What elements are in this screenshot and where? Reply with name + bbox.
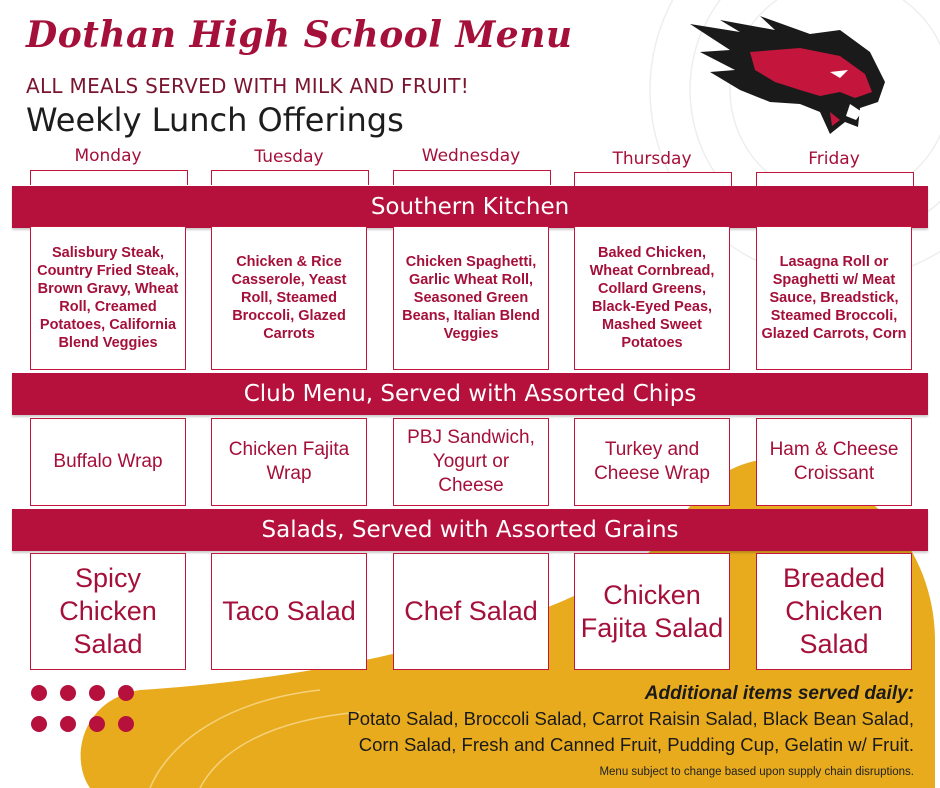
- menu-cell-southern-friday: Lasagna Roll or Spaghetti w/ Meat Sauce, Breadstick, Steamed Broccoli, Glazed Carrots, Corn: [756, 226, 912, 370]
- section-band-club: [12, 373, 928, 415]
- menu-cell-club-tuesday: Chicken Fajita Wrap: [211, 418, 367, 506]
- menu-cell-southern-monday: Salisbury Steak, Country Fried Steak, Brown Gravy, Wheat Roll, Creamed Potatoes, California Blend Veggies: [30, 226, 186, 370]
- additional-items-line-2: Corn Salad, Fresh and Canned Fruit, Pudding Cup, Gelatin w/ Fruit.: [358, 734, 914, 755]
- menu-cell-club-monday: Buffalo Wrap: [30, 418, 186, 506]
- day-label-friday: Friday: [808, 149, 860, 169]
- menu-cell-southern-wednesday: Chicken Spaghetti, Garlic Wheat Roll, Seasoned Green Beans, Italian Blend Veggies: [393, 226, 549, 370]
- day-label-monday: Monday: [74, 146, 142, 166]
- day-label-tuesday: Tuesday: [254, 147, 324, 167]
- menu-cell-salad-wednesday: Chef Salad: [393, 553, 549, 670]
- dot: [118, 685, 134, 701]
- column-tab: [756, 172, 914, 187]
- menu-cell-salad-thursday: Chicken Fajita Salad: [574, 553, 730, 670]
- dot: [60, 685, 76, 701]
- dot: [89, 716, 105, 732]
- dot: [31, 716, 47, 732]
- additional-items-line-1: Potato Salad, Broccoli Salad, Carrot Raisin Salad, Black Bean Salad,: [347, 708, 914, 729]
- day-label-thursday: Thursday: [612, 149, 692, 169]
- additional-items-heading: Additional items served daily:: [644, 683, 914, 704]
- menu-cell-salad-tuesday: Taco Salad: [211, 553, 367, 670]
- dot: [60, 716, 76, 732]
- menu-cell-club-friday: Ham & Cheese Croissant: [756, 418, 912, 506]
- section-band-salads: [12, 509, 928, 551]
- section-title: Salads, Served with Assorted Grains: [261, 517, 679, 543]
- section-title: Club Menu, Served with Assorted Chips: [243, 381, 697, 407]
- menu-cell-southern-thursday: Baked Chicken, Wheat Cornbread, Collard Greens, Black-Eyed Peas, Mashed Sweet Potatoes: [574, 226, 730, 370]
- menu-cell-salad-friday: Breaded Chicken Salad: [756, 553, 912, 670]
- dot: [89, 685, 105, 701]
- column-tab: [393, 170, 551, 185]
- menu-cell-salad-monday: Spicy Chicken Salad: [30, 553, 186, 670]
- menu-cell-southern-tuesday: Chicken & Rice Casserole, Yeast Roll, Steamed Broccoli, Glazed Carrots: [211, 226, 367, 370]
- dot: [118, 716, 134, 732]
- section-band-southern: [12, 186, 928, 228]
- wolf-head-icon: [680, 12, 900, 142]
- page-title: Dothan High School Menu: [26, 14, 573, 56]
- section-title: Southern Kitchen: [370, 194, 570, 220]
- column-tab: [30, 170, 188, 185]
- weekly-heading: Weekly Lunch Offerings: [26, 101, 404, 139]
- menu-cell-club-thursday: Turkey and Cheese Wrap: [574, 418, 730, 506]
- column-tab: [574, 172, 732, 187]
- menu-cell-club-wednesday: PBJ Sandwich, Yogurt or Cheese: [393, 418, 549, 506]
- column-tab: [211, 170, 369, 185]
- dot: [31, 685, 47, 701]
- disclaimer-note: Menu subject to change based upon supply chain disruptions.: [599, 766, 914, 778]
- day-label-wednesday: Wednesday: [421, 146, 521, 166]
- meals-subtitle: ALL MEALS SERVED WITH MILK AND FRUIT!: [26, 74, 470, 98]
